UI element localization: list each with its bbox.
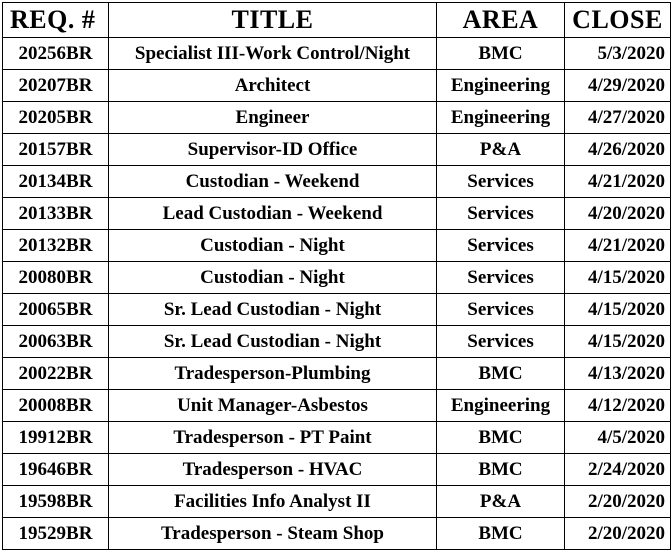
header-row <box>3 3 671 38</box>
title-cell: Custodian - Night <box>109 262 437 294</box>
req-number-cell: 20065BR <box>3 294 109 326</box>
close-date-cell: 4/5/2020 <box>565 422 671 454</box>
area-cell: Engineering <box>437 70 565 102</box>
area-cell: Engineering <box>437 390 565 422</box>
title-cell: Architect <box>109 70 437 102</box>
close-date-cell: 2/20/2020 <box>565 518 671 550</box>
close-date-cell: 4/21/2020 <box>565 230 671 262</box>
title-cell: Tradesperson - Steam Shop <box>109 518 437 550</box>
table-row <box>3 262 671 294</box>
close-date-cell: 4/13/2020 <box>565 358 671 390</box>
job-postings-table <box>2 2 671 550</box>
area-cell: Engineering <box>437 102 565 134</box>
title-cell: Custodian - Night <box>109 230 437 262</box>
table-row <box>3 38 671 70</box>
title-cell: Tradesperson-Plumbing <box>109 358 437 390</box>
table-row <box>3 198 671 230</box>
req-number-cell: 20063BR <box>3 326 109 358</box>
req-number-cell: 20008BR <box>3 390 109 422</box>
area-cell: Services <box>437 166 565 198</box>
area-cell: Services <box>437 198 565 230</box>
title-cell: Custodian - Weekend <box>109 166 437 198</box>
title-cell: Specialist III-Work Control/Night <box>109 38 437 70</box>
area-cell: P&A <box>437 486 565 518</box>
table-row <box>3 486 671 518</box>
title-cell: Lead Custodian - Weekend <box>109 198 437 230</box>
table-row <box>3 294 671 326</box>
close-date-cell: 4/27/2020 <box>565 102 671 134</box>
close-date-cell: 4/29/2020 <box>565 70 671 102</box>
close-date-cell: 4/20/2020 <box>565 198 671 230</box>
table-row <box>3 230 671 262</box>
table-row <box>3 518 671 550</box>
req-number-cell: 20256BR <box>3 38 109 70</box>
table-body <box>3 38 671 550</box>
close-date-cell: 4/15/2020 <box>565 326 671 358</box>
area-cell: Services <box>437 262 565 294</box>
title-cell: Tradesperson - HVAC <box>109 454 437 486</box>
close-date-cell: 2/24/2020 <box>565 454 671 486</box>
req-number-cell: 19529BR <box>3 518 109 550</box>
title-cell: Sr. Lead Custodian - Night <box>109 294 437 326</box>
title-cell: Supervisor-ID Office <box>109 134 437 166</box>
area-cell: Services <box>437 294 565 326</box>
close-date-cell: 4/12/2020 <box>565 390 671 422</box>
area-cell: Services <box>437 230 565 262</box>
req-number-cell: 19646BR <box>3 454 109 486</box>
table-row <box>3 390 671 422</box>
close-date-cell: 4/21/2020 <box>565 166 671 198</box>
header-close: CLOSE <box>565 3 671 38</box>
title-cell: Unit Manager-Asbestos <box>109 390 437 422</box>
req-number-cell: 20207BR <box>3 70 109 102</box>
table-row <box>3 358 671 390</box>
title-cell: Tradesperson - PT Paint <box>109 422 437 454</box>
title-cell: Sr. Lead Custodian - Night <box>109 326 437 358</box>
title-cell: Engineer <box>109 102 437 134</box>
area-cell: BMC <box>437 454 565 486</box>
header-req-number: REQ. # <box>3 3 109 38</box>
close-date-cell: 4/15/2020 <box>565 262 671 294</box>
req-number-cell: 20022BR <box>3 358 109 390</box>
req-number-cell: 20133BR <box>3 198 109 230</box>
table-row <box>3 454 671 486</box>
header-area: AREA <box>437 3 565 38</box>
close-date-cell: 5/3/2020 <box>565 38 671 70</box>
table-row <box>3 134 671 166</box>
area-cell: BMC <box>437 38 565 70</box>
header-title: TITLE <box>109 3 437 38</box>
table-row <box>3 70 671 102</box>
req-number-cell: 19912BR <box>3 422 109 454</box>
area-cell: Services <box>437 326 565 358</box>
area-cell: BMC <box>437 518 565 550</box>
req-number-cell: 20080BR <box>3 262 109 294</box>
close-date-cell: 4/26/2020 <box>565 134 671 166</box>
req-number-cell: 20134BR <box>3 166 109 198</box>
table-row <box>3 166 671 198</box>
area-cell: BMC <box>437 422 565 454</box>
req-number-cell: 20132BR <box>3 230 109 262</box>
close-date-cell: 4/15/2020 <box>565 294 671 326</box>
title-cell: Facilities Info Analyst II <box>109 486 437 518</box>
table-row <box>3 422 671 454</box>
area-cell: P&A <box>437 134 565 166</box>
req-number-cell: 20205BR <box>3 102 109 134</box>
req-number-cell: 20157BR <box>3 134 109 166</box>
req-number-cell: 19598BR <box>3 486 109 518</box>
table-row <box>3 326 671 358</box>
table-row <box>3 102 671 134</box>
close-date-cell: 2/20/2020 <box>565 486 671 518</box>
area-cell: BMC <box>437 358 565 390</box>
